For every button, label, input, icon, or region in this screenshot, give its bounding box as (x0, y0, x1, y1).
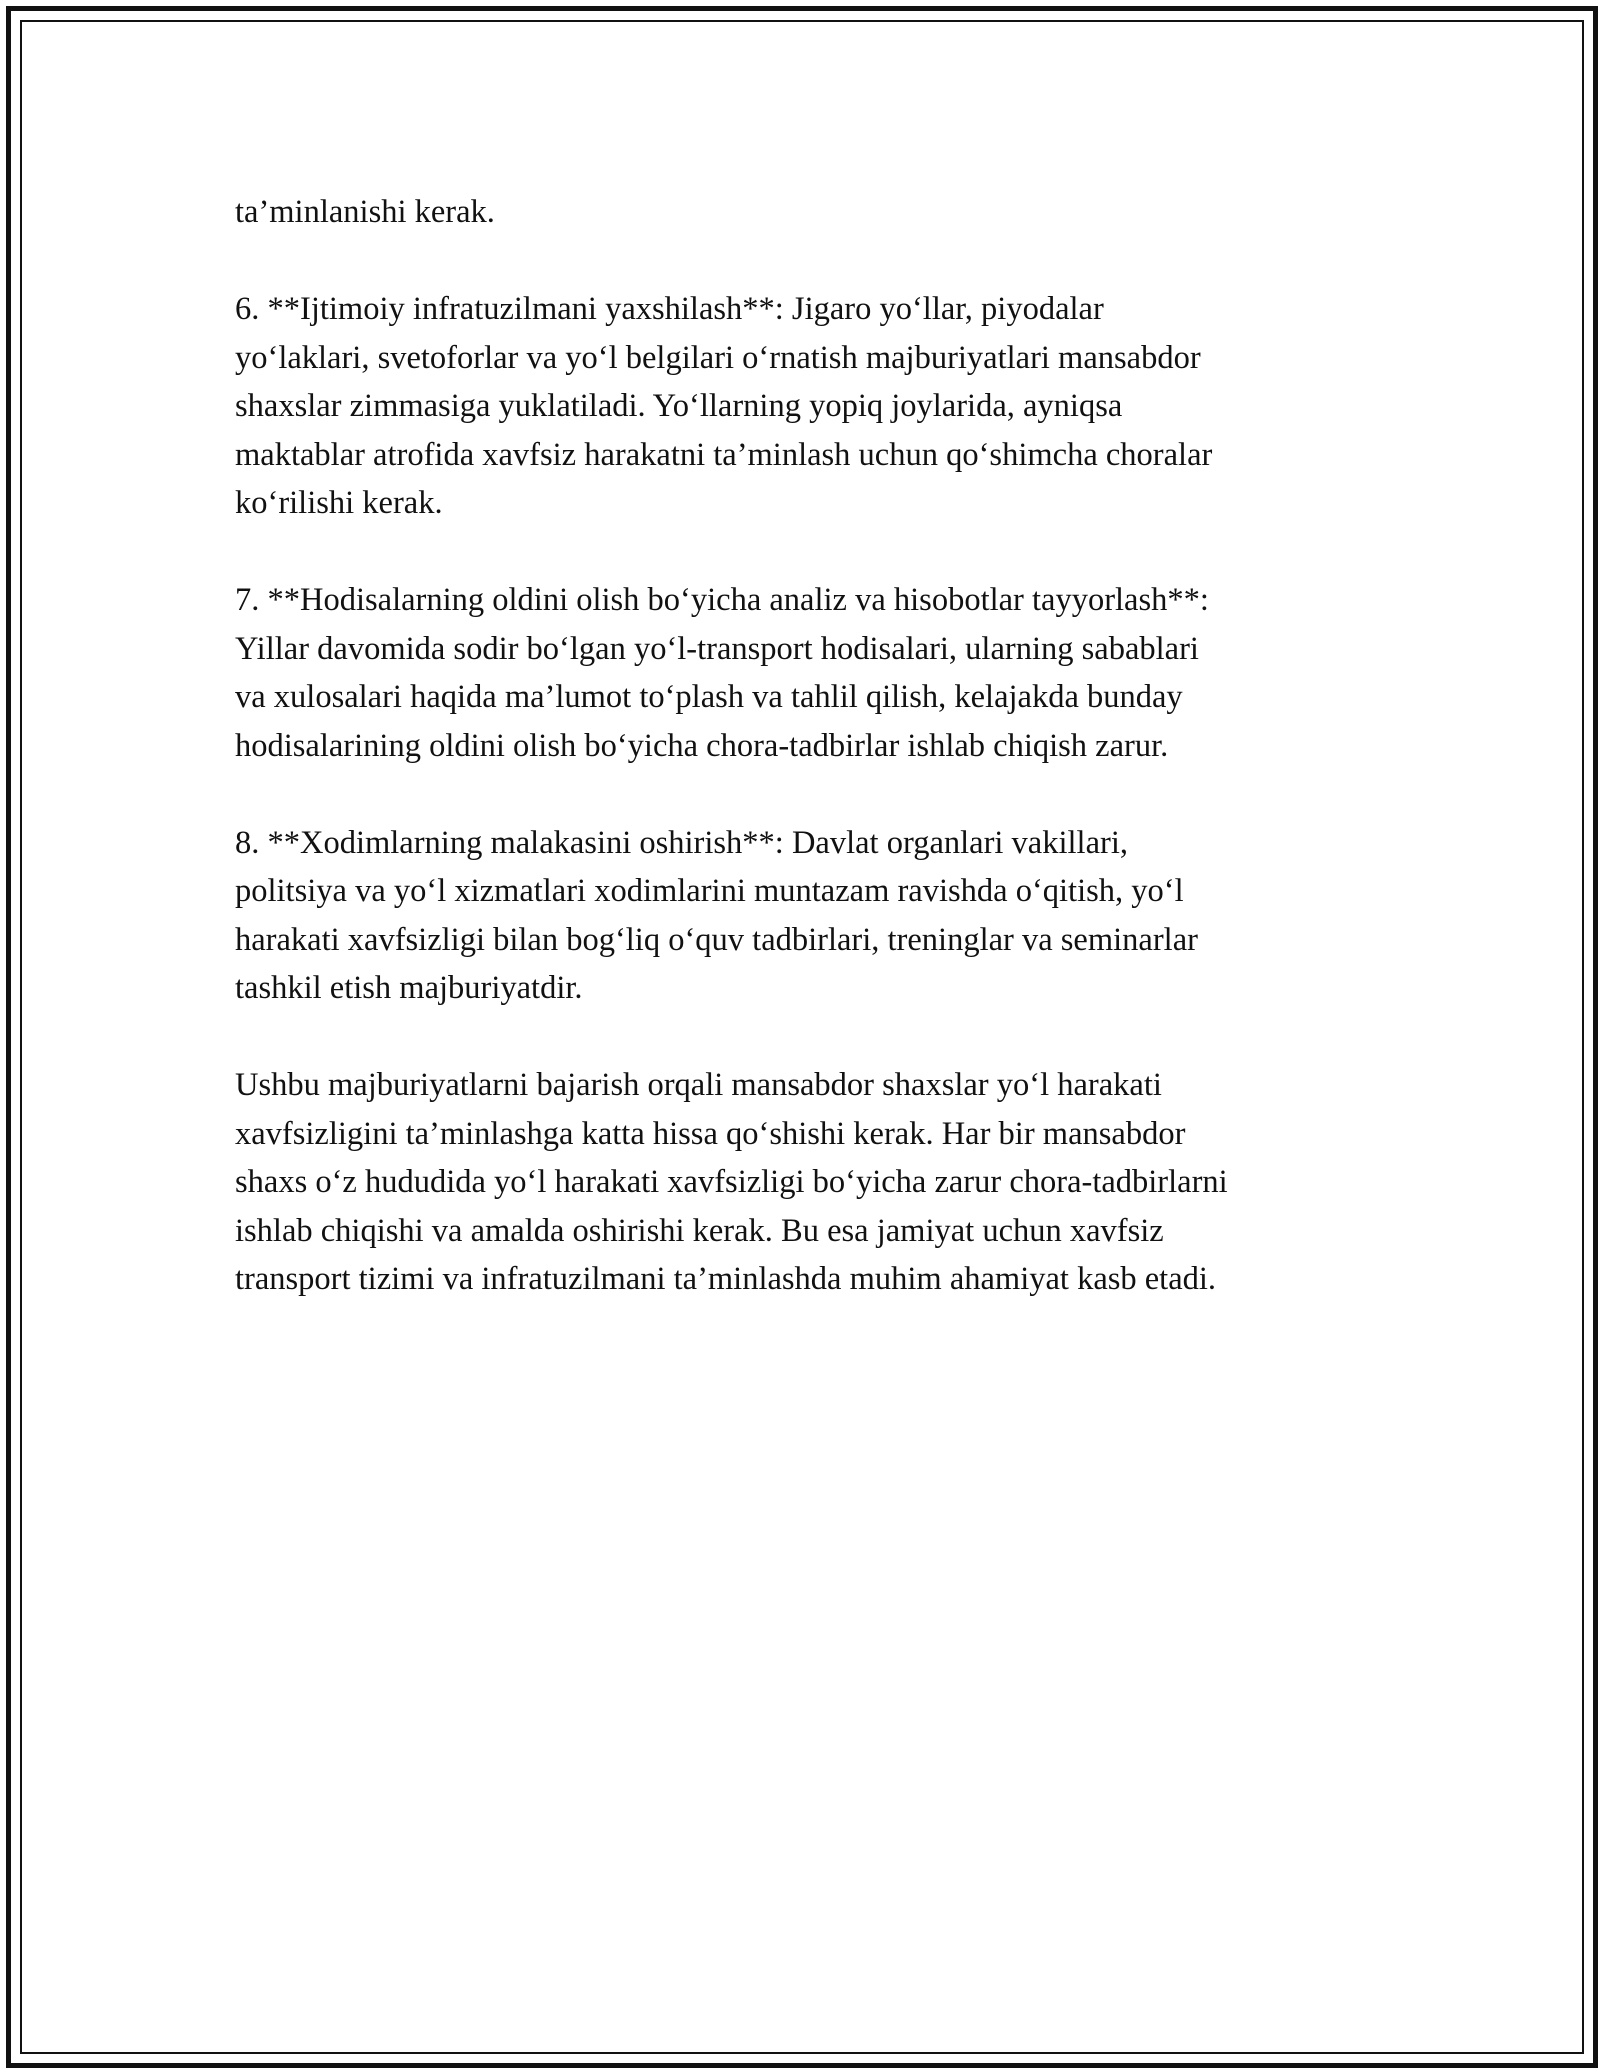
text-line: 8. **Xodimlarning malakasini oshirish**: Davlat organlari vakillari, (235, 824, 1128, 861)
paragraph-conclusion (235, 1061, 1365, 1304)
text-line: Ushbu majburiyatlarni bajarish orqali mansabdor shaxslar yo‘l harakati (235, 1067, 1162, 1103)
text-line: transport tizimi va infratuzilmani ta’minlashda muhim ahamiyat kasb etadi. (235, 1261, 1217, 1297)
text-line: tashkil etish majburiyatdir. (235, 970, 583, 1006)
text-line: ta’minlanishi kerak. (235, 194, 495, 230)
text-line: Yillar davomida sodir bo‘lgan yo‘l-transport hodisalari, ularning sabablari (235, 630, 1199, 667)
paragraph-continuation (235, 188, 1365, 237)
text-line: shaxs o‘z hududida yo‘l harakati xavfsizligi bo‘yicha zarur chora-tadbirlarni (235, 1164, 1228, 1200)
text-line: maktablar atrofida xavfsiz harakatni ta’minlash uchun qo‘shimcha choralar (235, 436, 1213, 473)
text-line: ishlab chiqishi va amalda oshirishi kerak. Bu esa jamiyat uchun xavfsiz (235, 1212, 1164, 1249)
text-line: ko‘rilishi kerak. (235, 485, 443, 521)
text-line: 6. **Ijtimoiy infratuzilmani yaxshilash**: Jigaro yo‘llar, piyodalar (235, 291, 1104, 327)
text-line: 7. **Hodisalarning oldini olish bo‘yicha analiz va hisobotlar tayyorlash**: (235, 582, 1209, 618)
text-line: shaxslar zimmasiga yuklatiladi. Yo‘llarning yopiq joylarida, ayniqsa (235, 388, 1123, 424)
paragraph-item-7 (235, 576, 1365, 770)
paragraph-item-6 (235, 285, 1365, 528)
text-line: xavfsizligini ta’minlashga katta hissa qo‘shishi kerak. Har bir mansabdor (235, 1115, 1186, 1152)
text-line: yo‘laklari, svetoforlar va yo‘l belgilari o‘rnatish majburiyatlari mansabdor (235, 339, 1201, 376)
text-line: politsiya va yo‘l xizmatlari xodimlarini muntazam ravishda o‘qitish, yo‘l (235, 873, 1184, 909)
text-line: hodisalarining oldini olish bo‘yicha chora-tadbirlar ishlab chiqish zarur. (235, 727, 1169, 764)
paragraph-item-8 (235, 819, 1365, 1013)
text-line: va xulosalari haqida ma’lumot to‘plash va tahlil qilish, kelajakda bunday (235, 679, 1183, 715)
document-body (235, 188, 1365, 1352)
text-line: harakati xavfsizligi bilan bog‘liq o‘quv tadbirlari, treninglar va seminarlar (235, 921, 1198, 958)
